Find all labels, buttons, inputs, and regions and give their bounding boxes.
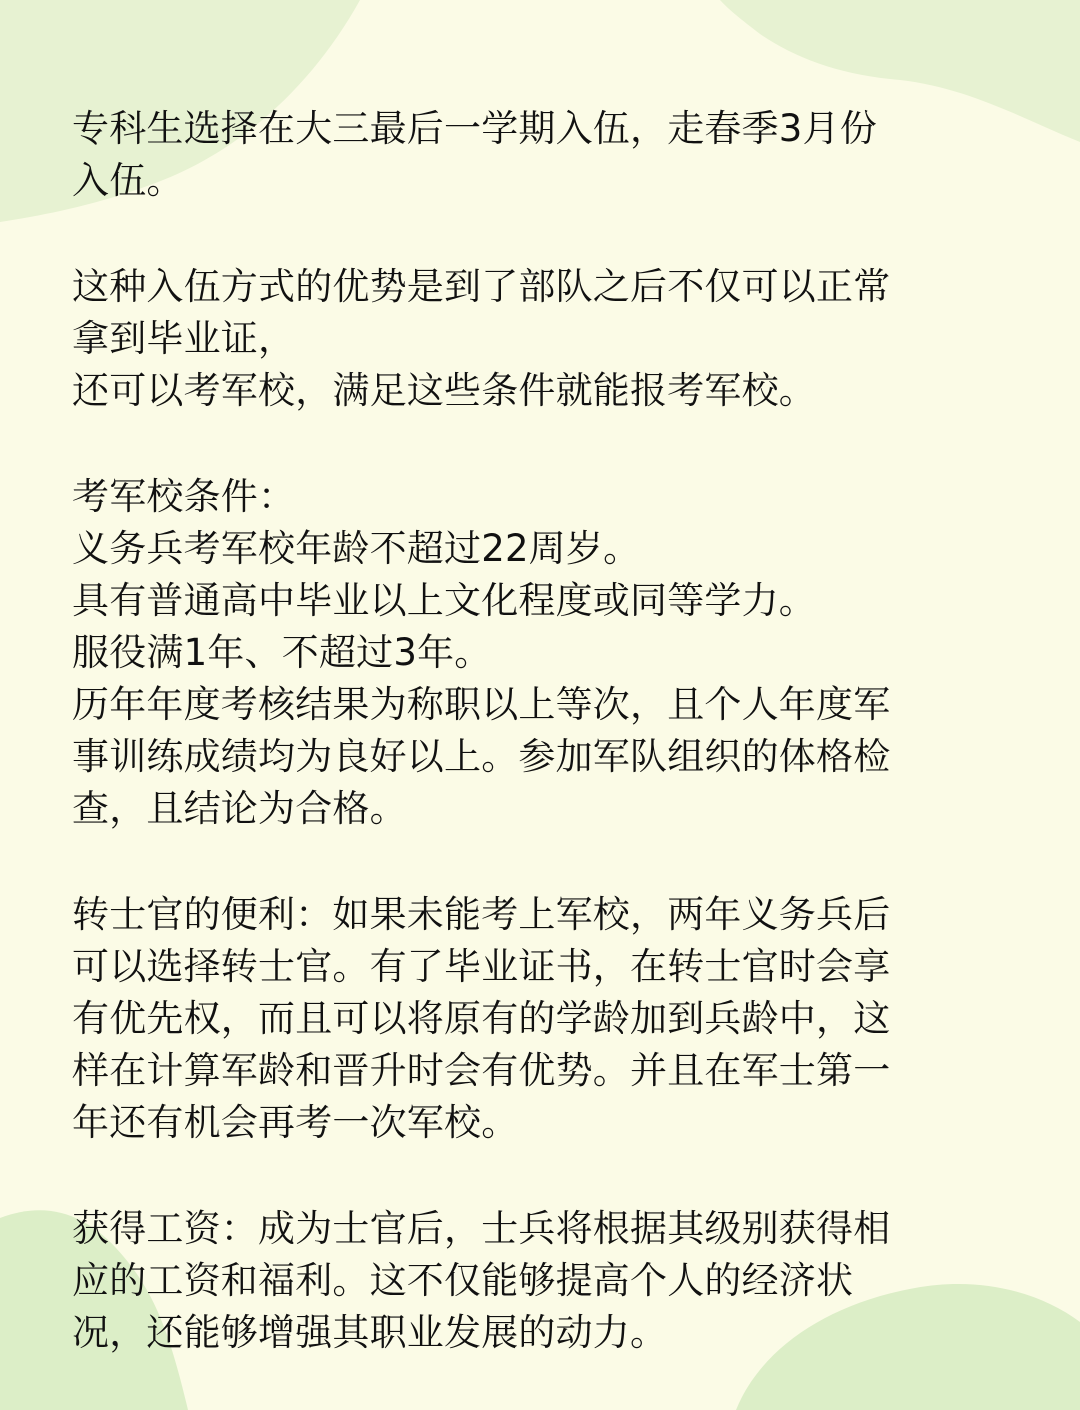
paragraph-nco-line-5: 年还有机会再考一次军校。 bbox=[72, 1101, 519, 1144]
article-content bbox=[72, 103, 1012, 1359]
paragraph-salary-line-1: 获得工资：成为士官后，士兵将根据其级别获得相 bbox=[72, 1207, 891, 1250]
paragraph-intro bbox=[72, 103, 1012, 207]
paragraph-nco-line-1: 转士官的便利：如果未能考上军校，两年义务兵后 bbox=[72, 893, 891, 936]
paragraph-conditions-line-7: 查，且结论为合格。 bbox=[72, 787, 407, 830]
paragraph-advantage-line-2: 拿到毕业证， bbox=[72, 317, 296, 360]
paragraph-nco-line-3: 有优先权，而且可以将原有的学龄加到兵龄中，这 bbox=[72, 997, 891, 1040]
paragraph-advantage-line-1: 这种入伍方式的优势是到了部队之后不仅可以正常 bbox=[72, 265, 891, 308]
paragraph-advantage bbox=[72, 261, 1012, 417]
paragraph-intro-line-1: 专科生选择在大三最后一学期入伍，走春季3月份 bbox=[72, 107, 877, 150]
paragraph-conditions-line-5: 历年年度考核结果为称职以上等次，且个人年度军 bbox=[72, 683, 891, 726]
paragraph-conditions-line-3: 具有普通高中毕业以上文化程度或同等学力。 bbox=[72, 579, 816, 622]
paragraph-conditions-line-2: 义务兵考军校年龄不超过22周岁。 bbox=[72, 527, 641, 570]
paragraph-nco-line-2: 可以选择转士官。有了毕业证书，在转士官时会享 bbox=[72, 945, 891, 988]
paragraph-salary-line-3: 况，还能够增强其职业发展的动力。 bbox=[72, 1311, 668, 1354]
paragraph-conditions-line-1: 考军校条件： bbox=[72, 475, 296, 518]
paragraph-conditions-line-6: 事训练成绩均为良好以上。参加军队组织的体格检 bbox=[72, 735, 891, 778]
paragraph-nco-convenience bbox=[72, 889, 1012, 1149]
paragraph-military-school-conditions bbox=[72, 471, 1012, 835]
paragraph-intro-line-2: 入伍。 bbox=[72, 159, 184, 202]
paragraph-salary bbox=[72, 1203, 1012, 1359]
paragraph-advantage-line-3: 还可以考军校，满足这些条件就能报考军校。 bbox=[72, 369, 816, 412]
paragraph-salary-line-2: 应的工资和福利。这不仅能够提高个人的经济状 bbox=[72, 1259, 854, 1302]
paragraph-nco-line-4: 样在计算军龄和晋升时会有优势。并且在军士第一 bbox=[72, 1049, 891, 1092]
paragraph-conditions-line-4: 服役满1年、不超过3年。 bbox=[72, 631, 492, 674]
